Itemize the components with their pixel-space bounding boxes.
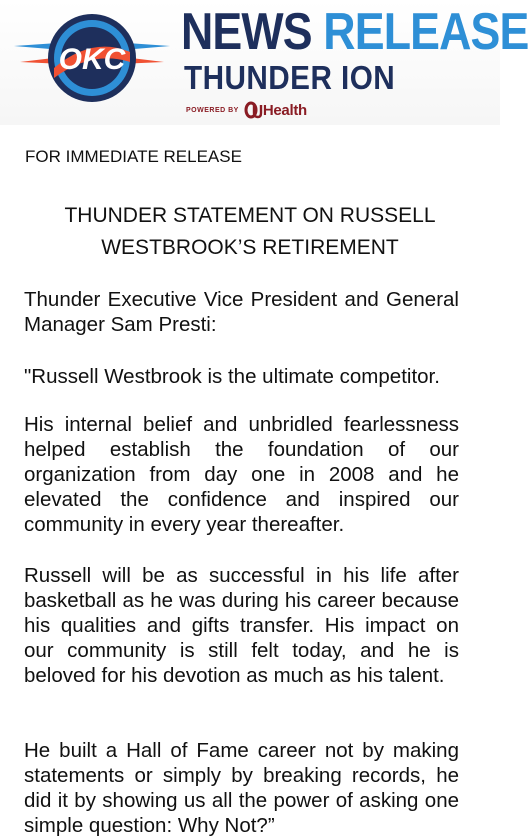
title-news: NEWS xyxy=(181,3,324,61)
logo-okc-text: OKC xyxy=(58,43,126,76)
paragraph-2: Russell will be as successful in his life after basketball as he was during his career because his qualities and gifts transfer. His impact on our community is still felt today, and he is beloved for his devotion as much as his talent. xyxy=(24,564,459,687)
paragraph-1: His internal belief and unbridled fearlessness helped establish the foundation of our organization from day one in 2008 and he elevated the confidence and inspired our community in every year thereafter. xyxy=(24,413,459,536)
headline-line-2: WESTBROOK’S RETIREMENT xyxy=(101,236,399,259)
news-release-header xyxy=(0,0,529,125)
powered-by-line xyxy=(186,100,307,120)
quote-opening: "Russell Westbrook is the ultimate competitor. xyxy=(24,365,440,388)
okc-thunder-logo xyxy=(12,6,172,116)
powered-by-label: POWERED BY xyxy=(186,106,239,114)
sponsor-health: Health xyxy=(262,101,307,119)
news-release-title xyxy=(181,4,528,60)
headline-line-1: THUNDER STATEMENT ON RUSSELL xyxy=(64,204,436,227)
thunder-ion-subtitle: THUNDER ION xyxy=(184,59,396,96)
paragraph-3: He built a Hall of Fame career not by making statements or simply by breaking records, he did it by showing us all the power of asking one simple question: Why Not?” xyxy=(24,739,459,837)
title-release: RELEASE xyxy=(323,3,529,61)
ou-health-icon xyxy=(244,101,262,119)
immediate-release-label: FOR IMMEDIATE RELEASE xyxy=(25,147,242,166)
speaker-attribution: Thunder Executive Vice President and General Manager Sam Presti: xyxy=(24,288,459,336)
